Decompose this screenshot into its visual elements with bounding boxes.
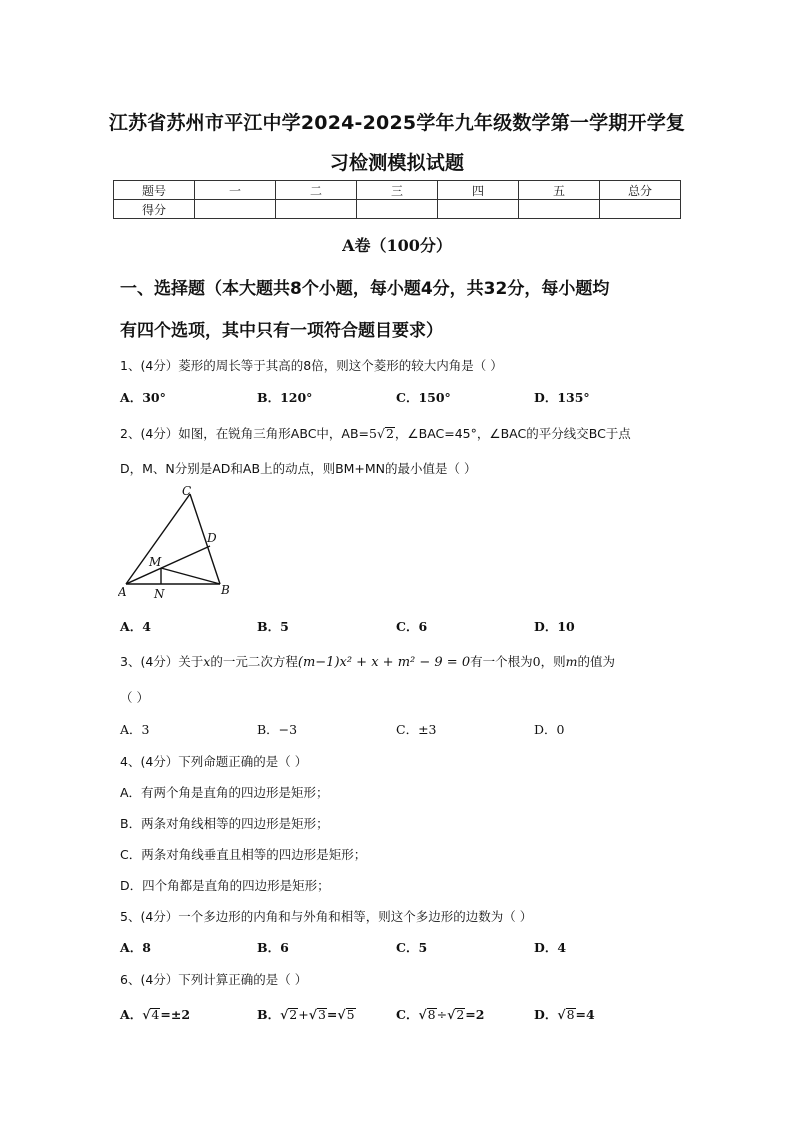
q6-d-result: 4 — [586, 1007, 595, 1022]
triangle-lines — [126, 494, 220, 584]
q6-option-a — [120, 1005, 190, 1023]
q2-radicand: 2 — [385, 426, 394, 441]
q3-line-1 — [120, 652, 615, 670]
q3-text-part4: ，则 — [540, 654, 566, 669]
q2-text-part2: ，∠BAC=45°，∠BAC的平分线交BC于点 — [394, 426, 631, 441]
q6-d-radicand: 8 — [566, 1007, 575, 1022]
score-header-cell: 一 — [195, 181, 276, 200]
q6-option-d — [534, 1005, 595, 1023]
q6-c-radicand-2: 2 — [456, 1007, 465, 1022]
sqrt-icon: √ — [418, 1007, 427, 1022]
score-table — [113, 180, 681, 219]
q3-text-part2: 的一元二次方程 — [210, 654, 298, 669]
q4-option-a: A．有两个角是直角的四边形是矩形； — [120, 785, 329, 800]
q6-text: 6、(4分）下列计算正确的是（ ） — [120, 972, 308, 987]
score-cell — [438, 200, 519, 219]
q2-option-b: B．5 — [257, 619, 289, 634]
q6-c-result: 2 — [475, 1007, 485, 1022]
score-header-cell: 三 — [357, 181, 438, 200]
q3-line-2: （ ） — [120, 690, 149, 705]
q3-text-part1: 3、(4分）关于 — [120, 654, 204, 669]
q6-a-eq: = — [160, 1007, 171, 1022]
q1-option-a: A．30° — [120, 390, 166, 405]
q6-c-eq: = — [465, 1007, 476, 1022]
segment-ac — [126, 494, 190, 584]
q5-option-a: A．8 — [120, 940, 151, 955]
score-header-cell: 题号 — [114, 181, 195, 200]
score-row-label: 得分 — [114, 200, 195, 219]
q6-a-radicand: 4 — [151, 1007, 160, 1022]
sqrt-icon: √ — [142, 1007, 151, 1022]
q5-option-d: D．4 — [534, 940, 567, 955]
score-table-score-row — [114, 200, 681, 219]
q3-option-d: D．0 — [534, 722, 565, 737]
q4-option-b: B．两条对角线相等的四边形是矩形； — [120, 816, 329, 831]
q6-option-b — [257, 1005, 356, 1023]
section-a-heading: A卷（100分） — [342, 236, 452, 255]
q1-option-d: D．135° — [534, 390, 590, 405]
q3-option-c: C．±3 — [396, 722, 437, 737]
label-b: B — [221, 583, 230, 597]
q1-text: 1、(4分）菱形的周长等于其高的8倍，则这个菱形的较大内角是（ ） — [120, 358, 503, 373]
q6-option-c — [396, 1005, 484, 1023]
score-cell — [276, 200, 357, 219]
q6-b-result-radicand: 5 — [346, 1007, 355, 1022]
q2-line-2: D，M、N分别是AD和AB上的动点，则BM+MN的最小值是（ ） — [120, 461, 477, 476]
q2-ab-value — [369, 426, 395, 441]
score-cell — [195, 200, 276, 219]
q6-a-result: ±2 — [170, 1007, 191, 1022]
q5-option-c: C．5 — [396, 940, 428, 955]
sqrt-icon: √ — [557, 1007, 566, 1022]
sqrt-icon: √ — [308, 1007, 317, 1022]
q3-option-a: A．3 — [120, 722, 150, 737]
q1-option-c: C．150° — [396, 390, 451, 405]
score-header-cell: 总分 — [600, 181, 681, 200]
q6-option-d-label: D． — [534, 1007, 558, 1022]
label-a: A — [118, 585, 127, 599]
q6-b-radicand-1: 2 — [289, 1007, 298, 1022]
label-n: N — [154, 587, 165, 601]
q3-text-part3: 有一个根为 — [470, 654, 533, 669]
title-line-2: 习检测模拟试题 — [329, 152, 465, 174]
q5-text: 5、(4分）一个多边形的内角和与外角和相等，则这个多边形的边数为（ ） — [120, 909, 533, 924]
title-line-1: 江苏省苏州市平江中学2024-2025学年九年级数学第一学期开学复 — [108, 112, 686, 134]
q2-text-part1: 2、(4分）如图，在锐角三角形ABC中，AB= — [120, 426, 370, 441]
score-cell — [519, 200, 600, 219]
sqrt-icon: √ — [337, 1007, 346, 1022]
q2-option-a: A．4 — [120, 619, 151, 634]
q4-option-c: C．两条对角线垂直且相等的四边形是矩形； — [120, 847, 367, 862]
sqrt-icon: √ — [376, 426, 385, 441]
triangle-figure — [118, 484, 233, 602]
q3-equation: (m−1)x² + x + m² − 9 = 0 — [297, 655, 471, 670]
q2-option-d: D．10 — [534, 619, 575, 634]
q3-option-b: B．−3 — [257, 722, 298, 737]
segment-mb — [161, 568, 220, 584]
q6-b-eq: = — [326, 1007, 338, 1022]
q4-option-d: D．四个角都是直角的四边形是矩形； — [120, 878, 330, 893]
q5-option-b: B．6 — [257, 940, 289, 955]
q3-text-part5: 的值为 — [577, 654, 615, 669]
label-m: M — [149, 555, 162, 569]
label-c: C — [182, 484, 192, 498]
q2-coef: 5 — [369, 426, 377, 441]
q3-zero: 0 — [532, 654, 541, 669]
sqrt-icon: √ — [447, 1007, 456, 1022]
section-1-heading-line-1: 一、选择题（本大题共8个小题，每小题4分，共32分，每小题均 — [120, 279, 610, 299]
q6-b-op: + — [298, 1007, 309, 1022]
q6-option-c-label: C． — [396, 1007, 419, 1022]
sqrt-icon: √ — [280, 1007, 289, 1022]
q2-line-1 — [120, 424, 631, 442]
q3-var-x: x — [203, 654, 211, 669]
score-header-cell: 四 — [438, 181, 519, 200]
q6-option-b-label: B． — [257, 1007, 281, 1022]
label-d: D — [207, 531, 217, 545]
score-table-header-row — [114, 181, 681, 200]
q2-option-c: C．6 — [396, 619, 428, 634]
q1-option-b: B．120° — [257, 390, 313, 405]
score-cell — [600, 200, 681, 219]
score-header-cell: 二 — [276, 181, 357, 200]
q6-b-radicand-2: 3 — [317, 1007, 326, 1022]
q6-option-a-label: A． — [120, 1007, 143, 1022]
q3-var-m: m — [565, 654, 578, 669]
q6-c-op: ÷ — [436, 1007, 448, 1022]
score-cell — [357, 200, 438, 219]
q4-text: 4、(4分）下列命题正确的是（ ） — [120, 754, 308, 769]
q6-d-eq: = — [575, 1007, 586, 1022]
q6-c-radicand-1: 8 — [427, 1007, 436, 1022]
score-header-cell: 五 — [519, 181, 600, 200]
section-1-heading-line-2: 有四个选项，其中只有一项符合题目要求） — [120, 321, 443, 341]
